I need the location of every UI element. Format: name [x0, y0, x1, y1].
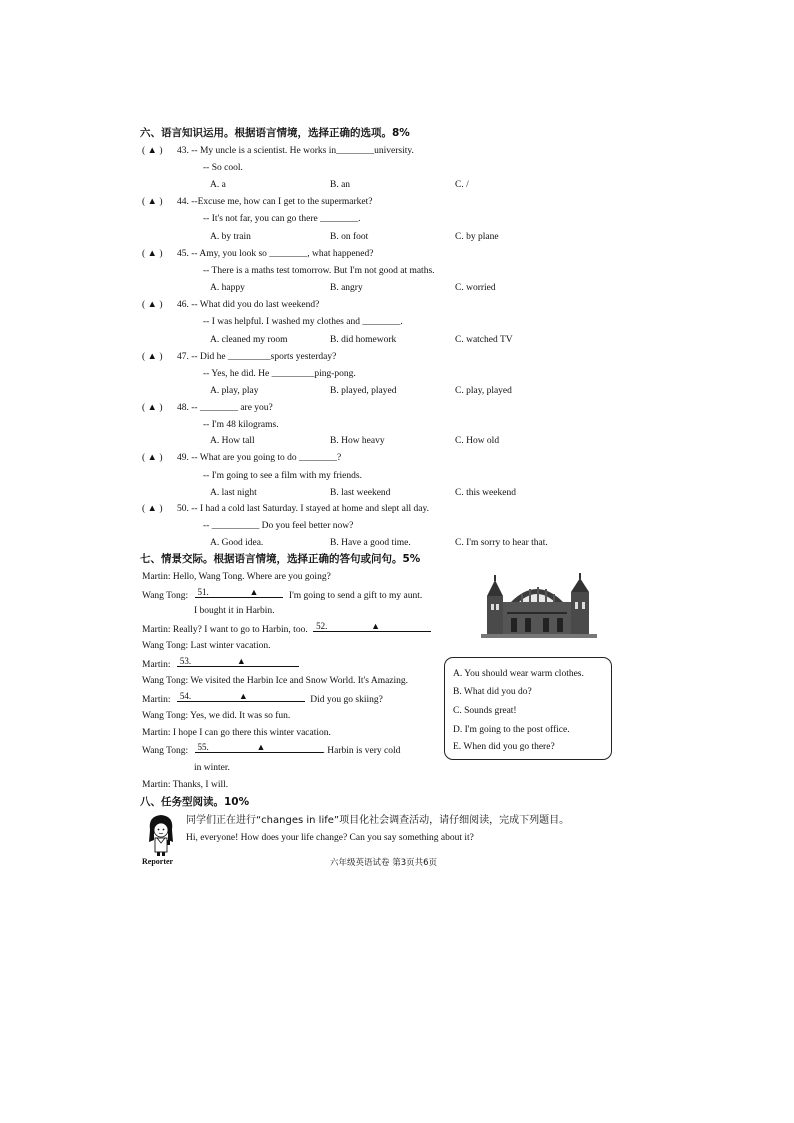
- q43-line1: 43. -- My uncle is a scientist. He works in________university.: [177, 146, 414, 156]
- option-e[interactable]: E. When did you go there?: [453, 742, 555, 752]
- q43-option-b[interactable]: B. an: [330, 180, 351, 190]
- dialogue-line-8: Martin: 54. ▲ Did you go skiing?: [142, 691, 383, 705]
- option-a[interactable]: A. You should wear warm clothes.: [453, 669, 584, 679]
- reporter-girl-icon: [146, 812, 176, 856]
- q50-mark: ( ▲ ): [142, 504, 163, 514]
- dialogue-line-9: Wang Tong: Yes, we did. It was so fun.: [142, 711, 291, 721]
- q45-option-b[interactable]: B. angry: [330, 283, 363, 293]
- reporter-label: Reporter: [142, 857, 174, 866]
- q48-mark: ( ▲ ): [142, 403, 163, 413]
- section8-intro: 同学们正在进行“changes in life”项目化社会调查活动，请仔细阅读，完成下列题目。: [186, 815, 570, 826]
- q49-option-a[interactable]: A. last night: [210, 488, 257, 498]
- dialogue-line-12: in winter.: [194, 763, 230, 773]
- option-d[interactable]: D. I'm going to the post office.: [453, 725, 570, 735]
- q49-mark: ( ▲ ): [142, 453, 163, 463]
- q43-option-a[interactable]: A. a: [210, 180, 226, 190]
- q47-line2: -- Yes, he did. He _________ping-pong.: [203, 369, 356, 379]
- dialogue-line-1: Martin: Hello, Wang Tong. Where are you going?: [142, 572, 331, 582]
- q50-line1: 50. -- I had a cold last Saturday. I stayed at home and slept all day.: [177, 504, 430, 514]
- q44-mark: ( ▲ ): [142, 197, 163, 207]
- reporter-speech: Hi, everyone! How does your life change? Can you say something about it?: [186, 833, 474, 843]
- dialogue-line-10: Martin: I hope I can go there this winter vacation.: [142, 728, 331, 738]
- q45-line1: 45. -- Amy, you look so ________, what happened?: [177, 249, 374, 259]
- triangle-icon: ▲: [249, 587, 259, 597]
- q45-mark: ( ▲ ): [142, 249, 163, 259]
- q49-line1: 49. -- What are you going to do ________?: [177, 453, 342, 463]
- dialogue-line-7: Wang Tong: We visited the Harbin Ice and Snow World. It's Amazing.: [142, 676, 409, 686]
- q48-line2: -- I'm 48 kilograms.: [203, 420, 279, 430]
- option-b[interactable]: B. What did you do?: [453, 687, 532, 697]
- q48-option-a[interactable]: A. How tall: [210, 436, 255, 446]
- q44-line2: -- It's not far, you can go there ________.: [203, 214, 361, 224]
- q50-line2: -- __________ Do you feel better now?: [203, 521, 354, 531]
- q43-mark: ( ▲ ): [142, 146, 163, 156]
- answer-blank-55[interactable]: 55. ▲: [195, 743, 323, 753]
- dialogue-line-5: Wang Tong: Last winter vacation.: [142, 641, 271, 651]
- q50-option-c[interactable]: C. I'm sorry to hear that.: [455, 538, 548, 548]
- q46-option-c[interactable]: C. watched TV: [455, 335, 513, 345]
- triangle-icon: ▲: [238, 691, 248, 701]
- q46-option-b[interactable]: B. did homework: [330, 335, 397, 345]
- q44-line1: 44. --Excuse me, how can I get to the supermarket?: [177, 197, 373, 207]
- triangle-icon: ▲: [256, 742, 266, 752]
- q49-line2: -- I'm going to see a film with my friends.: [203, 471, 362, 481]
- answer-blank-51[interactable]: 51. ▲: [195, 588, 283, 598]
- section6-title: 六、语言知识运用。根据语言情境，选择正确的选项。8%: [140, 127, 410, 139]
- q50-option-a[interactable]: A. Good idea.: [210, 538, 264, 548]
- q48-option-b[interactable]: B. How heavy: [330, 436, 385, 446]
- q46-line1: 46. -- What did you do last weekend?: [177, 300, 320, 310]
- q48-line1: 48. -- ________ are you?: [177, 403, 273, 413]
- q50-option-b[interactable]: B. Have a good time.: [330, 538, 411, 548]
- q45-option-c[interactable]: C. worried: [455, 283, 496, 293]
- option-c[interactable]: C. Sounds great!: [453, 706, 517, 716]
- q46-mark: ( ▲ ): [142, 300, 163, 310]
- q49-option-c[interactable]: C. this weekend: [455, 488, 516, 498]
- triangle-icon: ▲: [371, 621, 380, 631]
- q47-line1: 47. -- Did he _________sports yesterday?: [177, 352, 337, 362]
- answer-blank-54[interactable]: 54. ▲: [177, 692, 305, 702]
- answer-blank-53[interactable]: 53. ▲: [177, 657, 299, 667]
- q43-line2: -- So cool.: [203, 163, 243, 173]
- dialogue-line-2: Wang Tong: 51. ▲ I'm going to send a gift to my aunt.: [142, 587, 423, 601]
- answer-options-box: [444, 657, 612, 760]
- section8-title: 八、任务型阅读。10%: [140, 796, 250, 808]
- q43-option-c[interactable]: C. /: [455, 180, 469, 190]
- dialogue-line-3: I bought it in Harbin.: [194, 606, 275, 616]
- q46-line2: -- I was helpful. I washed my clothes and ________.: [203, 317, 403, 327]
- q45-option-a[interactable]: A. happy: [210, 283, 245, 293]
- dialogue-line-4: Martin: Really? I want to go to Harbin, too. 52. ▲: [142, 622, 431, 636]
- dialogue-line-11: Wang Tong: 55. ▲ . Harbin is very cold: [142, 742, 401, 756]
- answer-blank-52[interactable]: 52. ▲: [313, 622, 431, 632]
- q47-option-b[interactable]: B. played, played: [330, 386, 397, 396]
- page-footer: 六年级英语试卷 第3页共6页: [330, 858, 438, 868]
- section7-title: 七、情景交际。根据语言情境，选择正确的答句或问句。5%: [140, 553, 421, 565]
- triangle-icon: ▲: [236, 656, 246, 666]
- q49-option-b[interactable]: B. last weekend: [330, 488, 391, 498]
- q44-option-c[interactable]: C. by plane: [455, 232, 499, 242]
- dialogue-line-13: Martin: Thanks, I will.: [142, 780, 229, 790]
- q48-option-c[interactable]: C. How old: [455, 436, 500, 446]
- harbin-building-illustration: [481, 572, 597, 638]
- q44-option-a[interactable]: A. by train: [210, 232, 251, 242]
- q47-mark: ( ▲ ): [142, 352, 163, 362]
- q47-option-c[interactable]: C. play, played: [455, 386, 512, 396]
- dialogue-line-6: Martin: 53. ▲: [142, 657, 299, 671]
- q46-option-a[interactable]: A. cleaned my room: [210, 335, 288, 345]
- q47-option-a[interactable]: A. play, play: [210, 386, 259, 396]
- q45-line2: -- There is a maths test tomorrow. But I'm not good at maths.: [203, 266, 435, 276]
- q44-option-b[interactable]: B. on foot: [330, 232, 369, 242]
